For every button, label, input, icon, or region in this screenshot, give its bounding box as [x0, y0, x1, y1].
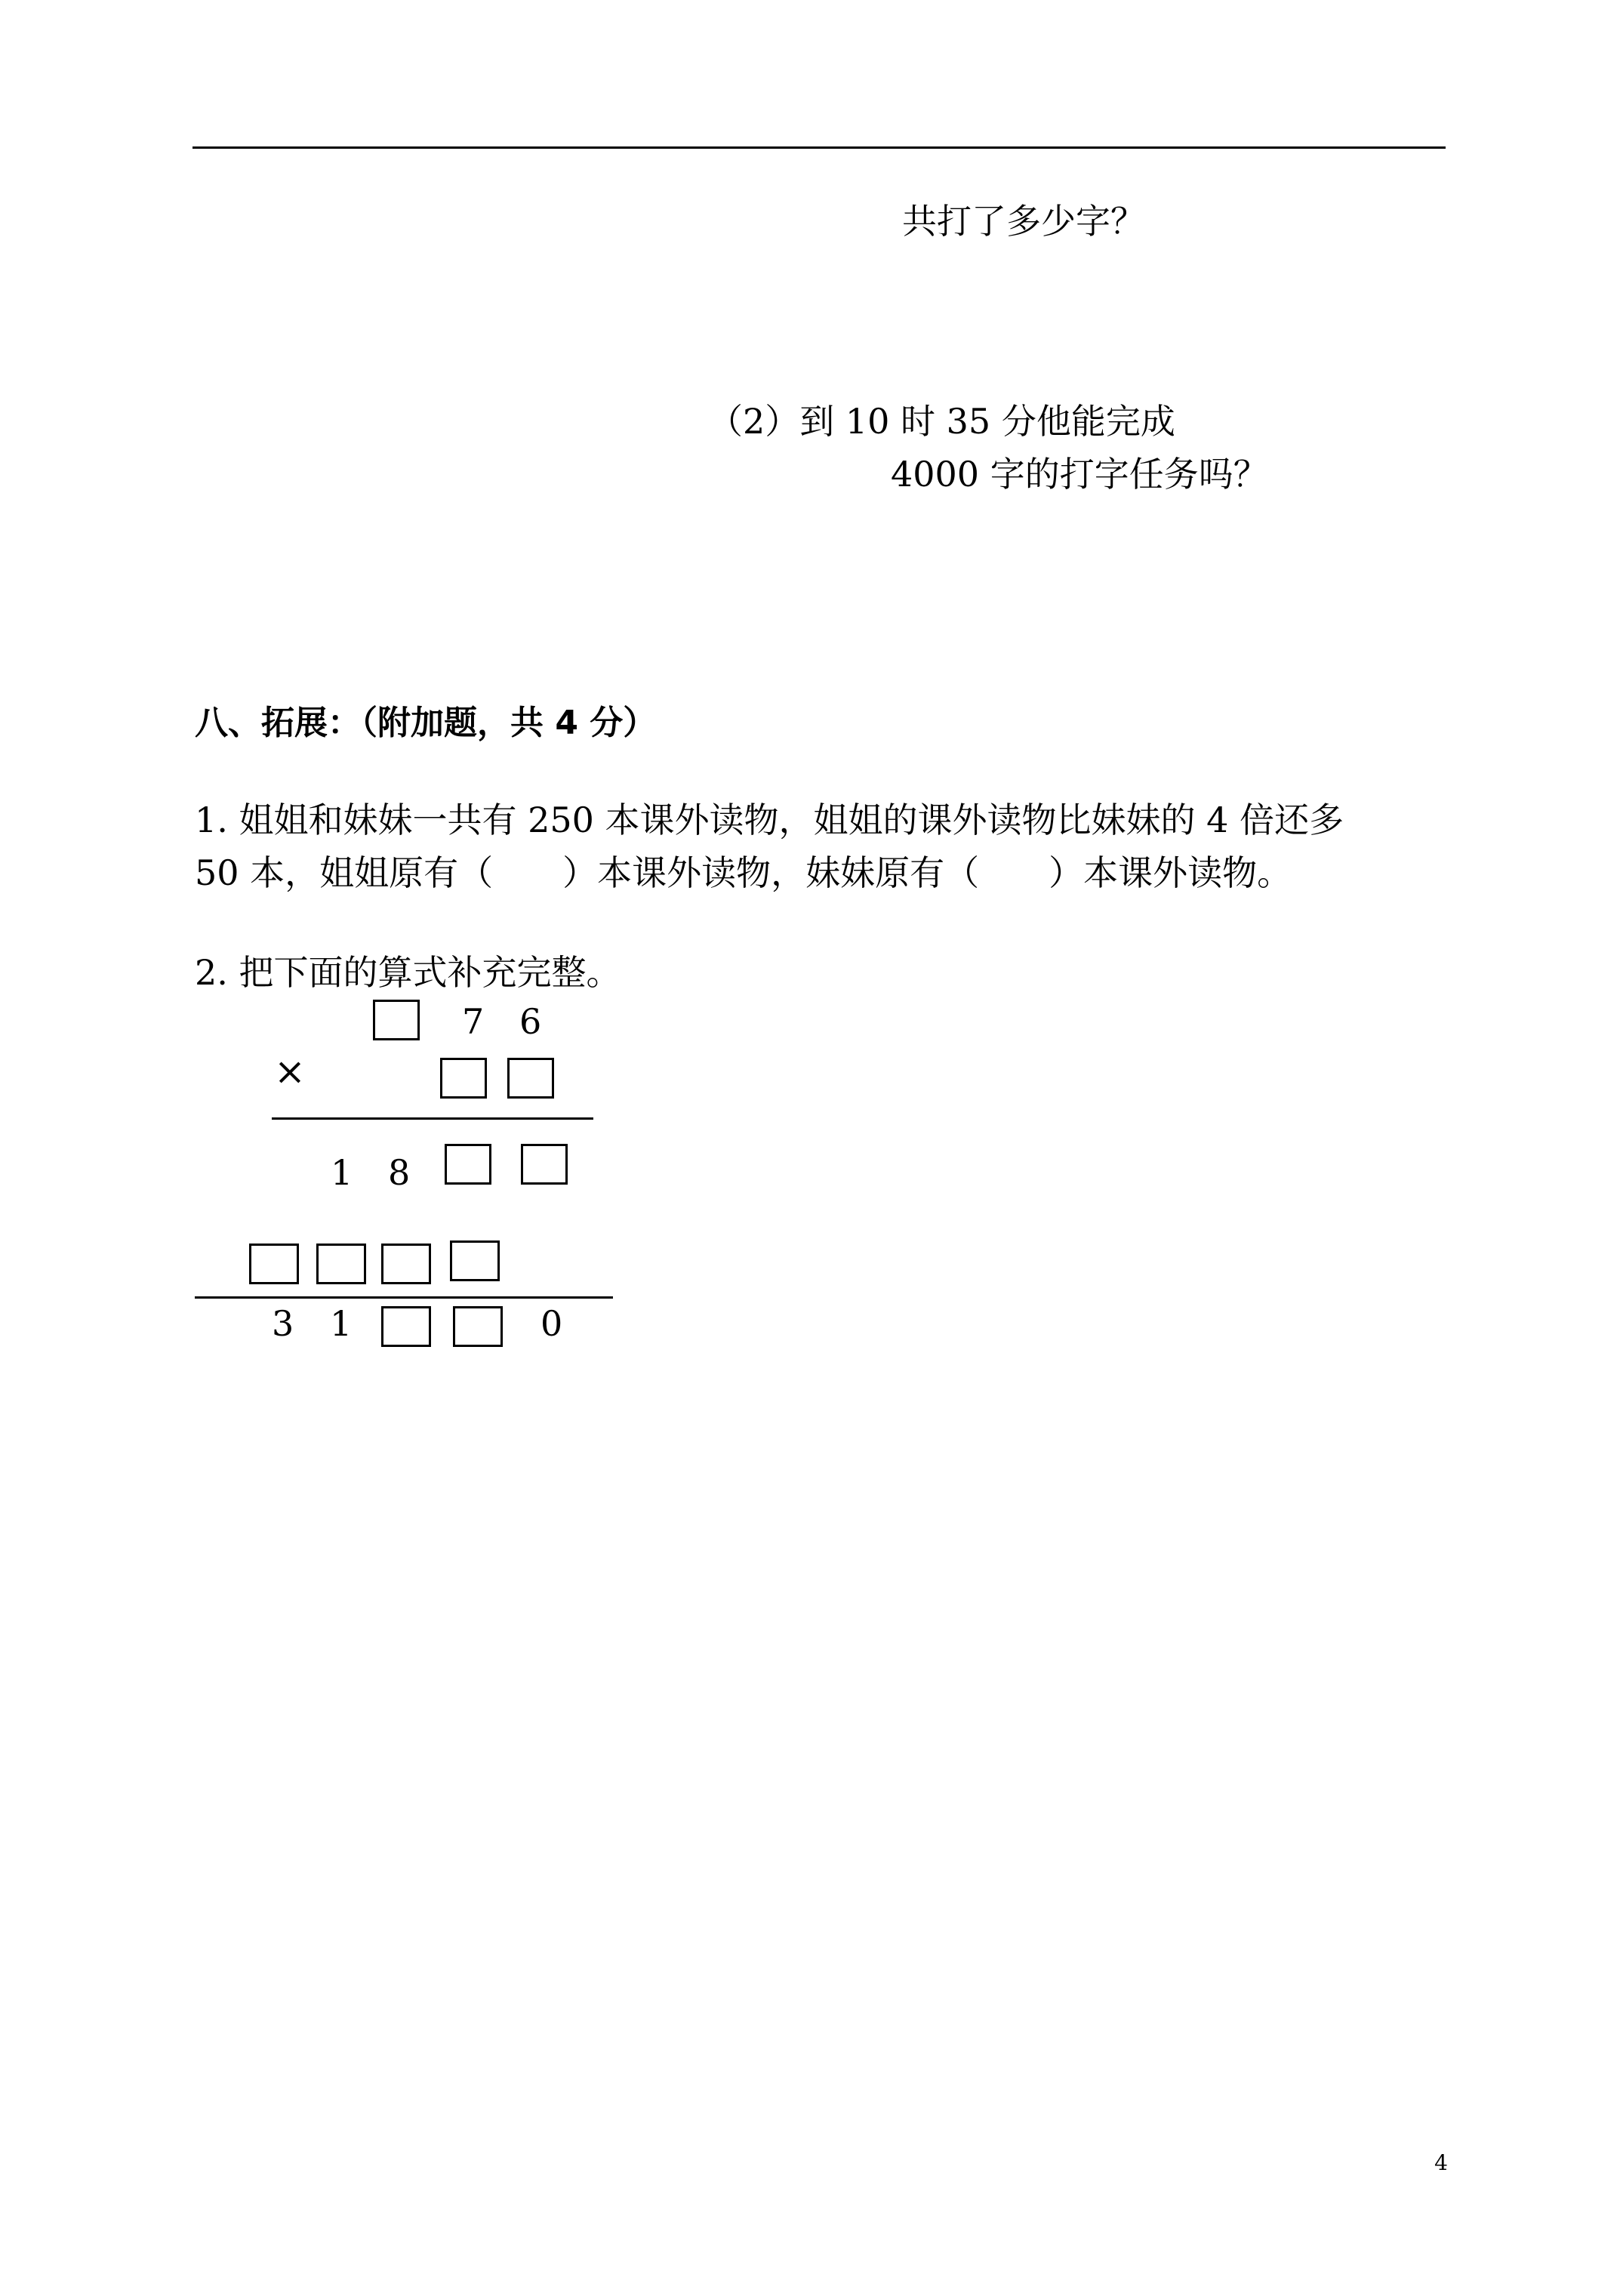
blank-box: [507, 1058, 554, 1099]
digit: 8: [388, 1152, 411, 1193]
question-part2-line2: 4000 字的打字任务吗？: [891, 454, 1268, 495]
digit: 3: [272, 1303, 294, 1344]
blank-box: [450, 1240, 500, 1281]
header-rule: [192, 146, 1446, 149]
sum-rule: [195, 1296, 613, 1299]
question2-text: 2. 把下面的算式补充完整。: [195, 952, 621, 993]
times-sign: ×: [274, 1049, 306, 1093]
blank-box: [445, 1144, 491, 1185]
product-rule: [272, 1117, 593, 1120]
question-continued-text: 共打了多少字？: [902, 201, 1145, 242]
blank-box: [440, 1058, 487, 1099]
digit: 6: [519, 1001, 542, 1042]
blank-box: [381, 1244, 431, 1284]
blank-box: [249, 1244, 299, 1284]
blank-box: [316, 1244, 366, 1284]
section-heading: 八、拓展：（附加题，共 4 分）: [195, 704, 657, 742]
blank-box: [521, 1144, 568, 1185]
digit: 1: [330, 1303, 353, 1344]
blank-box: [381, 1306, 431, 1347]
question-part2-line1: （2）到 10 时 35 分他能完成: [708, 401, 1175, 442]
page-number: 4: [1434, 2150, 1448, 2175]
blank-box: [373, 1000, 420, 1040]
question1-line1: 1. 姐姐和妹妹一共有 250 本课外读物，姐姐的课外读物比妹妹的 4 倍还多: [195, 800, 1344, 840]
digit: 0: [540, 1303, 563, 1344]
digit: 7: [462, 1001, 485, 1042]
blank-box: [453, 1306, 503, 1347]
digit: 1: [331, 1152, 353, 1193]
question1-line2: 50 本，姐姐原有（ ）本课外读物，妹妹原有（ ）本课外读物。: [195, 852, 1292, 893]
